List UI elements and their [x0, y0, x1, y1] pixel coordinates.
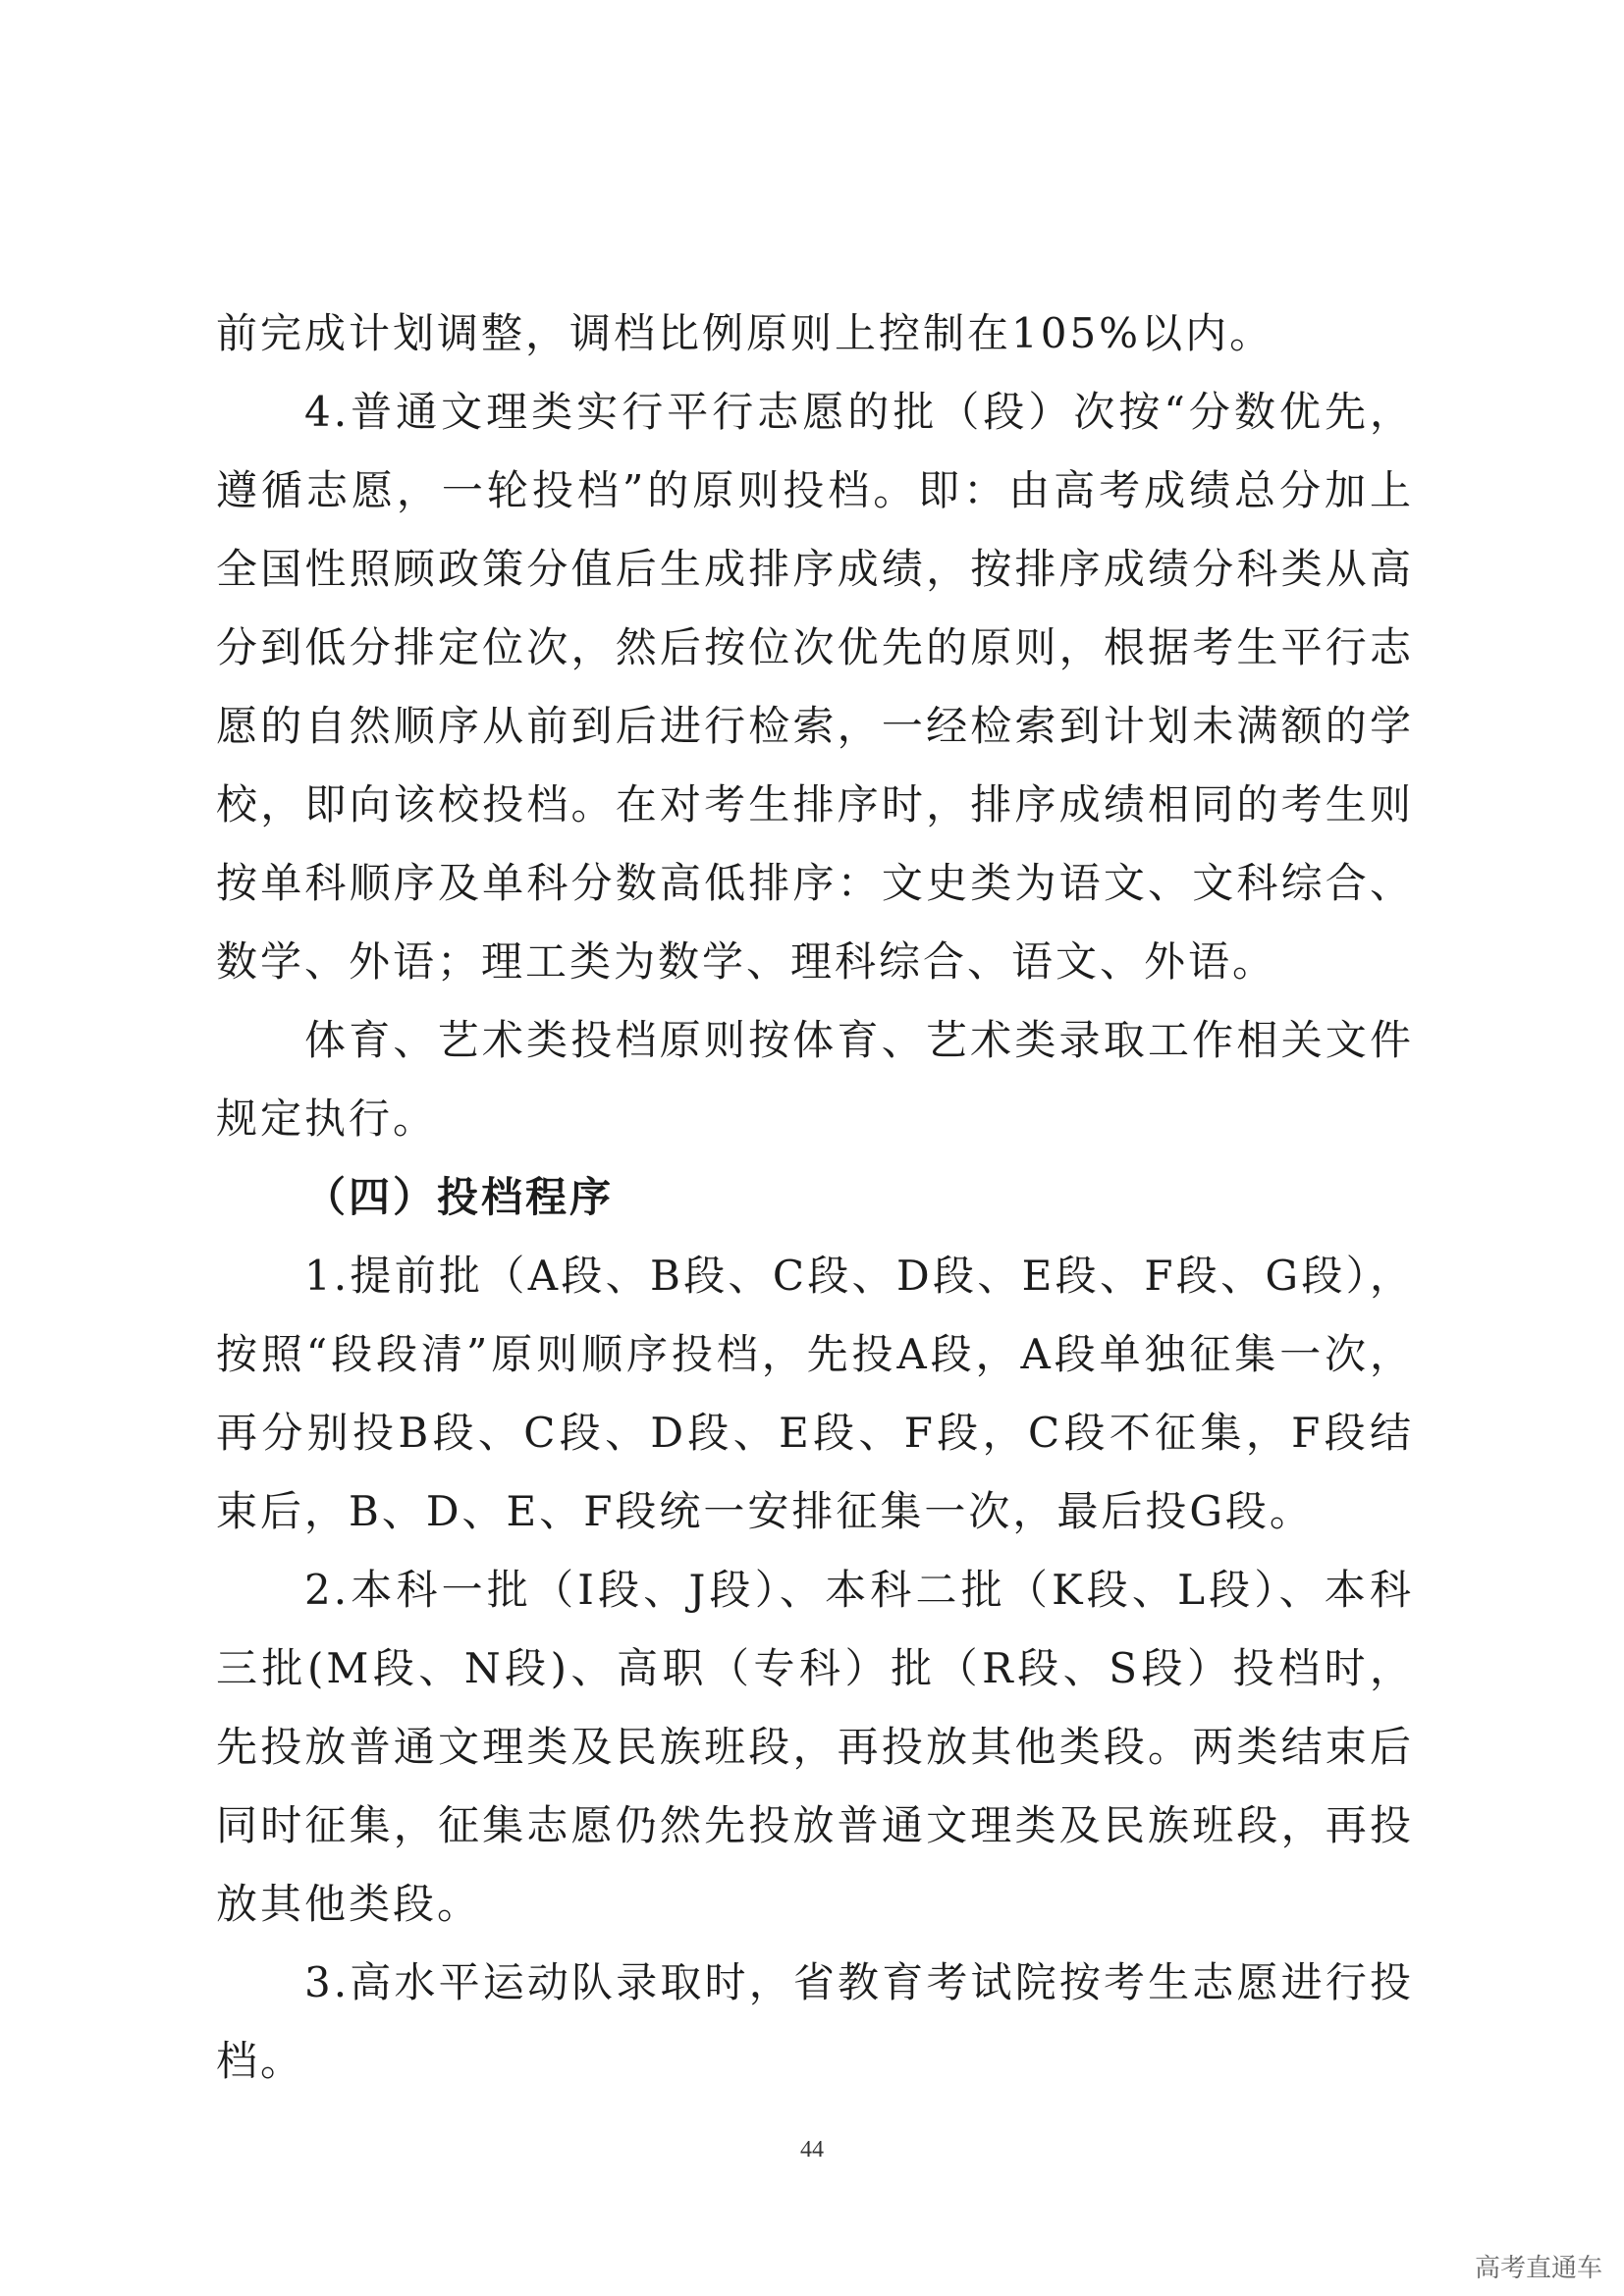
section-heading: （四）投档程序: [304, 1173, 615, 1221]
paragraph: 2.本科一批（I段、J段）、本科二批（K段、L段）、本科三批(M段、N段)、高职（专科）批（R段、S段）投档时，先投放普通文理类及民族班段，再投放其他类段。两类结束后同时征集，征集志愿仍然先投放普通文理类及民族班段，再投放其他类段。: [216, 1566, 1414, 1928]
paragraph: 体育、艺术类投档原则按体育、艺术类录取工作相关文件规定执行。: [216, 1016, 1414, 1143]
watermark: 高考直通车: [1474, 2254, 1602, 2283]
page-number: 44: [800, 2137, 824, 2163]
document-body: [216, 294, 1414, 2101]
paragraph: 3.高水平运动队录取时，省教育考试院按考生志愿进行投档。: [216, 1958, 1414, 2085]
paragraph: 前完成计划调整，调档比例原则上控制在105%以内。: [216, 309, 1274, 357]
paragraph: 4.普通文理类实行平行志愿的批（段）次按“分数优先，遵循志愿，一轮投档”的原则投档。即：由高考成绩总分加上全国性照顾政策分值后生成排序成绩，按排序成绩分科类从高分到低分排定位次，然后按位次优先的原则，根据考生平行志愿的自然顺序从前到后进行检索，一经检索到计划未满额的学校，即向该校投档。在对考生排序时，排序成绩相同的考生则按单科顺序及单科分数高低排序：文史类为语文、文科综合、数学、外语；理工类为数学、理科综合、语文、外语。: [216, 388, 1414, 986]
paragraph: 1.提前批（A段、B段、C段、D段、E段、F段、G段），按照“段段清”原则顺序投档，先投A段，A段单独征集一次，再分别投B段、C段、D段、E段、F段，C段不征集，F段结束后，B、D、E、F段统一安排征集一次，最后投G段。: [216, 1252, 1414, 1535]
